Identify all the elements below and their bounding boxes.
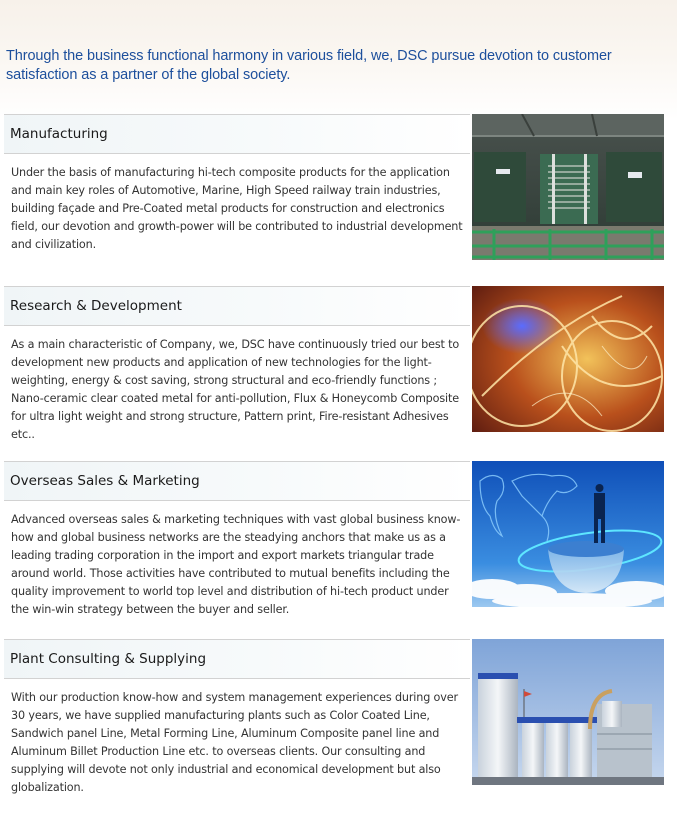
section-plant-consulting-supplying — [0, 639, 677, 809]
section-title: Manufacturing — [10, 126, 108, 142]
section-manufacturing — [0, 114, 677, 274]
section-research-development — [0, 286, 677, 451]
section-body: As a main characteristic of Company, we, DSC have continuously tried our best to development new products and application of new technologies for the light-weighting, energy & cost saving, strong structural and eco-friendly functions ; Nano-ceramic clear coated metal for anti-pollution, Flux & Honeycomb Composite for ultra light weight and strong structure, Pattern print, Fire-resistant Adhesives etc.. — [11, 338, 460, 441]
section-overseas-sales-marketing — [0, 461, 677, 631]
factory-photo — [472, 114, 664, 260]
section-title-bar — [4, 461, 470, 501]
section-title-bar — [4, 639, 470, 679]
industrial-plant-photo — [472, 639, 664, 785]
section-body: With our production know-how and system management experiences during over 30 years, we have supplied manufacturing plants such as Color Coated Line, Sandwich panel Line, Metal Forming Line, Aluminum Composite panel line and Aluminum Billet Production Line etc. to overseas clients. Our consulting and supplying will devote not only industrial and economical development but also globalization. — [11, 691, 458, 794]
section-title-bar — [4, 286, 470, 326]
laboratory-photo — [472, 286, 664, 432]
global-business-photo — [472, 461, 664, 607]
section-title-bar — [4, 114, 470, 154]
section-title: Overseas Sales & Marketing — [10, 473, 200, 489]
intro-text: Through the business functional harmony in various field, we, DSC pursue devotion to customer satisfaction as a partner of the global society. — [6, 48, 612, 83]
section-title: Research & Development — [10, 298, 182, 314]
section-body: Advanced overseas sales & marketing techniques with vast global business know-how and global business networks are the steadying anchors that make us as a leading trading corporation in the import and export markets triangular trade around world. Those activities have contributed to mutual benefits including the quality improvement to world top level and distribution of hi-tech product under the win-win strategy between the buyer and seller. — [11, 513, 461, 616]
section-title: Plant Consulting & Supplying — [10, 651, 207, 667]
section-body: Under the basis of manufacturing hi-tech composite products for the application and main key roles of Automotive, Marine, High Speed railway train industries, building façade and Pre-Coated metal products for construction and electronics field, our devotion and growth-power will be contributed to industrial development and civilization. — [11, 166, 463, 251]
